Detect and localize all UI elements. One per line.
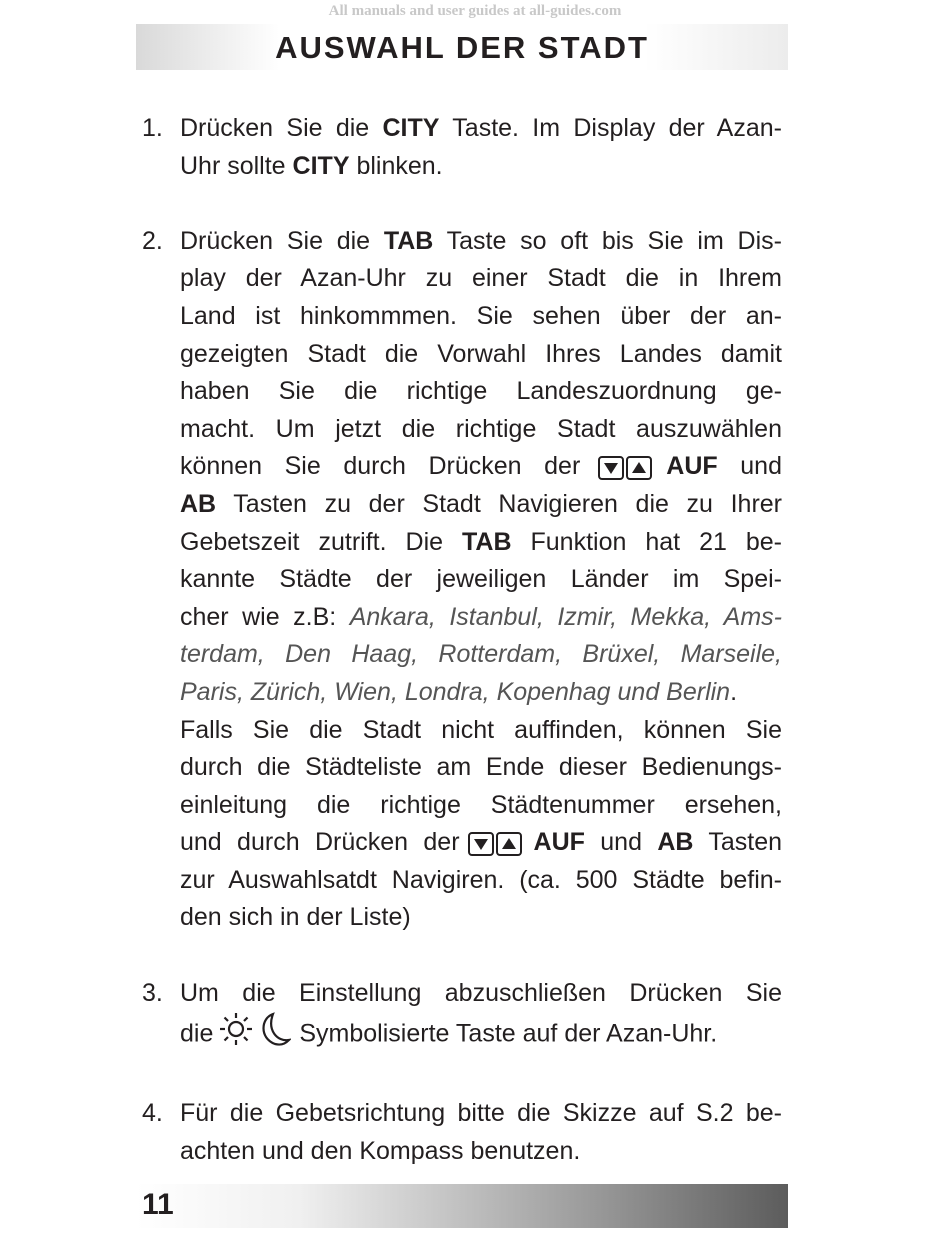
text: Tasten zu der Stadt Navigieren die zu Ihrer <box>216 489 782 518</box>
key-name: CITY <box>292 151 350 180</box>
text-line: macht. Um jetzt die richtige Stadt auszuwählen <box>180 414 782 443</box>
text-line: den sich in der Liste) <box>180 903 411 932</box>
text: blinken. <box>349 151 443 180</box>
text: Drücken Sie die <box>180 114 383 142</box>
text-line: durch die Städteliste am Ende dieser Bedienungs- <box>180 753 782 782</box>
city-list: Paris, Zürich, Wien, Londra, Kopenhag und Berlin <box>180 677 731 706</box>
text-line: Falls Sie die Stadt nicht auffinden, können Sie <box>180 715 782 744</box>
text: und <box>717 452 782 481</box>
page-title: AUSWAHL DER STADT <box>275 30 649 65</box>
up-arrow-key-icon <box>496 832 522 856</box>
step-number: 3. <box>142 978 163 1007</box>
key-name: TAB <box>383 226 434 255</box>
arrow-keys-icon <box>598 456 652 480</box>
text: Symbolisierte Taste auf der Azan-Uhr. <box>299 1019 718 1048</box>
page-number: 11 <box>142 1188 174 1221</box>
up-arrow-key-icon <box>626 456 652 480</box>
key-name: AUF <box>533 828 585 857</box>
step-4 <box>142 1095 782 1170</box>
instruction-list <box>142 110 782 1208</box>
footer-band <box>136 1184 788 1228</box>
text: Tasten <box>693 828 783 857</box>
key-name: CITY <box>382 114 440 142</box>
watermark: All manuals and user guides at all-guides.com <box>328 3 622 19</box>
city-list: Ankara, Istanbul, Izmir, Mekka, Ams- <box>349 602 782 631</box>
text: Taste. Im Display der Azan- <box>439 114 782 142</box>
key-name: AB <box>657 828 694 857</box>
text-line: gezeigten Stadt die Vorwahl Ihres Landes damit <box>180 339 782 368</box>
arrow-keys-icon <box>468 832 522 856</box>
text: Gebetszeit zutrift. Die <box>180 527 462 556</box>
text-line: Für die Gebetsrichtung bitte die Skizze auf S.2 be- <box>180 1099 782 1128</box>
step-3 <box>142 975 782 1058</box>
text: und <box>584 828 658 857</box>
step-text <box>180 1095 782 1170</box>
step-text <box>180 110 782 185</box>
text-line: Land ist hinkommmen. Sie sehen über der an- <box>180 301 782 330</box>
text: Uhr sollte <box>180 151 293 180</box>
step-number: 1. <box>142 114 163 142</box>
step-2 <box>142 223 782 937</box>
key-name: AB <box>180 489 217 518</box>
sun-moon-icon <box>219 1012 291 1058</box>
text-line: zur Auswahlsatdt Navigiren. (ca. 500 Städte befin- <box>180 865 782 894</box>
down-arrow-key-icon <box>468 832 494 856</box>
text: die <box>180 1019 214 1048</box>
key-name: TAB <box>462 527 512 556</box>
step-text <box>180 223 782 937</box>
text-line: achten und den Kompass benutzen. <box>180 1137 581 1166</box>
text: und durch Drücken der <box>180 828 460 857</box>
key-name: AUF <box>666 452 718 481</box>
text-line: Um die Einstellung abzuschließen Drücken Sie <box>180 978 782 1007</box>
step-number: 4. <box>142 1099 163 1128</box>
text: können Sie durch Drücken der <box>180 452 581 481</box>
text-line: play der Azan-Uhr zu einer Stadt die in Ihrem <box>180 264 782 293</box>
step-1 <box>142 110 782 185</box>
text: . <box>730 677 738 706</box>
text-line: kannte Städte der jeweiligen Länder im Spei- <box>180 565 782 594</box>
down-arrow-key-icon <box>598 456 624 480</box>
text: Taste so oft bis Sie im Dis- <box>433 226 782 255</box>
city-list: terdam, Den Haag, Rotterdam, Brüxel, Marseile, <box>180 640 782 669</box>
step-number: 2. <box>142 226 163 255</box>
step-text <box>180 975 782 1058</box>
text-line: haben Sie die richtige Landeszuordnung ge- <box>180 377 782 406</box>
text: Drücken Sie die <box>180 226 384 255</box>
text: Funktion hat 21 be- <box>511 527 782 556</box>
text: cher wie z.B: <box>180 602 350 631</box>
text-line: einleitung die richtige Städtenummer ersehen, <box>180 790 782 819</box>
